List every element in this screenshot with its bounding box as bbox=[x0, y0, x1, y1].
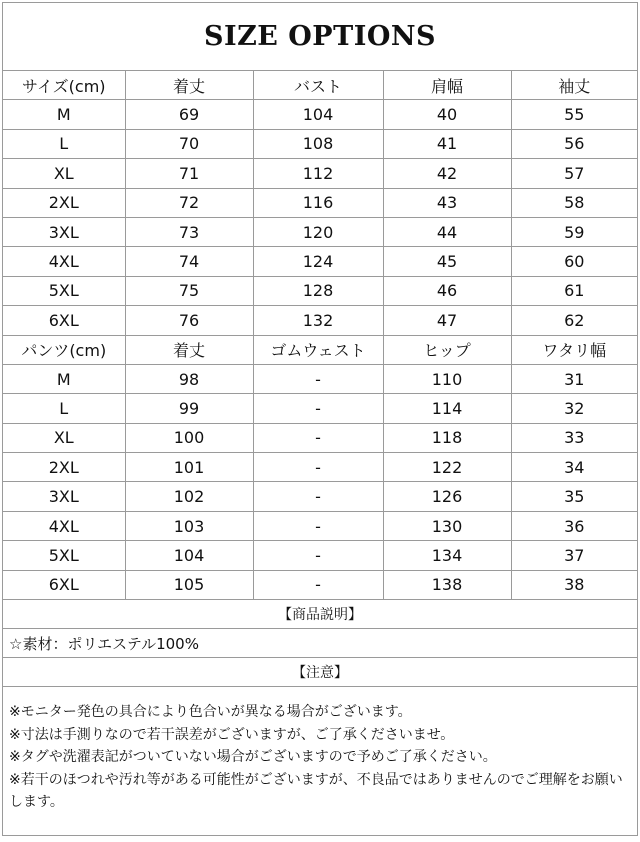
table-cell: 118 bbox=[383, 423, 511, 452]
table-cell: - bbox=[253, 541, 383, 570]
table-cell: 105 bbox=[125, 570, 253, 599]
table-cell: 44 bbox=[383, 217, 511, 246]
table-cell: - bbox=[253, 364, 383, 393]
table-cell: 112 bbox=[253, 159, 383, 188]
table-cell: 76 bbox=[125, 306, 253, 335]
notice-heading: 【注意】 bbox=[292, 665, 348, 682]
pants-header-cell: ヒップ bbox=[383, 335, 511, 364]
table-cell: 5XL bbox=[3, 541, 125, 570]
table-cell: - bbox=[253, 511, 383, 540]
table-cell: 37 bbox=[511, 541, 637, 570]
table-cell: 32 bbox=[511, 394, 637, 423]
table-row bbox=[3, 306, 637, 335]
table-cell: M bbox=[3, 100, 125, 129]
table-row bbox=[3, 188, 637, 217]
table-cell: 132 bbox=[253, 306, 383, 335]
table-cell: 74 bbox=[125, 247, 253, 276]
table-cell: 103 bbox=[125, 511, 253, 540]
notice-line: ※若干のほつれや汚れ等がある可能性がございますが、不良品ではありませんのでご理解をお願いします。 bbox=[9, 771, 623, 811]
table-row bbox=[3, 364, 637, 393]
table-row bbox=[3, 276, 637, 305]
table-cell: 102 bbox=[125, 482, 253, 511]
table-cell: XL bbox=[3, 423, 125, 452]
table-cell: 104 bbox=[125, 541, 253, 570]
pants-header-cell: ワタリ幅 bbox=[511, 335, 637, 364]
table-row bbox=[3, 482, 637, 511]
notice-notes bbox=[3, 687, 637, 814]
size-table bbox=[3, 71, 637, 600]
table-cell: 134 bbox=[383, 541, 511, 570]
table-cell: 35 bbox=[511, 482, 637, 511]
table-cell: - bbox=[253, 482, 383, 511]
table-cell: 114 bbox=[383, 394, 511, 423]
notice-line: ※寸法は手測りなので若干誤差がございますが、ご了承くださいませ。 bbox=[9, 726, 455, 743]
table-cell: 71 bbox=[125, 159, 253, 188]
table-cell: 61 bbox=[511, 276, 637, 305]
table-cell: 3XL bbox=[3, 482, 125, 511]
table-cell: 56 bbox=[511, 129, 637, 158]
tops-header-cell: 肩幅 bbox=[383, 71, 511, 100]
table-cell: 124 bbox=[253, 247, 383, 276]
tops-header-row bbox=[3, 71, 637, 100]
table-row bbox=[3, 511, 637, 540]
page-title: SIZE OPTIONS bbox=[203, 21, 437, 52]
table-cell: - bbox=[253, 423, 383, 452]
table-cell: 31 bbox=[511, 364, 637, 393]
table-cell: 47 bbox=[383, 306, 511, 335]
table-cell: 42 bbox=[383, 159, 511, 188]
tops-header-cell: バスト bbox=[253, 71, 383, 100]
table-cell: 38 bbox=[511, 570, 637, 599]
table-cell: 73 bbox=[125, 217, 253, 246]
table-cell: 60 bbox=[511, 247, 637, 276]
table-cell: 55 bbox=[511, 100, 637, 129]
table-cell: 34 bbox=[511, 453, 637, 482]
table-cell: 41 bbox=[383, 129, 511, 158]
table-cell: 101 bbox=[125, 453, 253, 482]
material-row bbox=[3, 629, 637, 658]
table-row bbox=[3, 100, 637, 129]
table-cell: 59 bbox=[511, 217, 637, 246]
table-row bbox=[3, 453, 637, 482]
size-sheet bbox=[2, 2, 638, 836]
table-cell: 122 bbox=[383, 453, 511, 482]
table-cell: 2XL bbox=[3, 453, 125, 482]
table-cell: 120 bbox=[253, 217, 383, 246]
table-cell: - bbox=[253, 394, 383, 423]
table-cell: 4XL bbox=[3, 511, 125, 540]
table-cell: 3XL bbox=[3, 217, 125, 246]
table-cell: 110 bbox=[383, 364, 511, 393]
table-cell: 58 bbox=[511, 188, 637, 217]
table-cell: M bbox=[3, 364, 125, 393]
table-cell: 40 bbox=[383, 100, 511, 129]
table-row bbox=[3, 423, 637, 452]
product-description-heading: 【商品説明】 bbox=[278, 607, 362, 624]
tops-header-cell: サイズ(cm) bbox=[3, 71, 125, 100]
table-cell: 130 bbox=[383, 511, 511, 540]
pants-header-cell: パンツ(cm) bbox=[3, 335, 125, 364]
table-cell: 70 bbox=[125, 129, 253, 158]
table-row bbox=[3, 541, 637, 570]
table-row bbox=[3, 247, 637, 276]
table-cell: 108 bbox=[253, 129, 383, 158]
table-cell: 4XL bbox=[3, 247, 125, 276]
table-cell: 72 bbox=[125, 188, 253, 217]
table-cell: L bbox=[3, 394, 125, 423]
notice-heading-row bbox=[3, 658, 637, 687]
table-cell: 36 bbox=[511, 511, 637, 540]
tops-header-cell: 着丈 bbox=[125, 71, 253, 100]
table-cell: 69 bbox=[125, 100, 253, 129]
table-cell: L bbox=[3, 129, 125, 158]
table-cell: 33 bbox=[511, 423, 637, 452]
table-cell: 6XL bbox=[3, 306, 125, 335]
table-row bbox=[3, 217, 637, 246]
notice-line: ※タグや洗濯表記がついていない場合がございますので予めご了承ください。 bbox=[9, 749, 497, 766]
table-cell: 75 bbox=[125, 276, 253, 305]
table-cell: 43 bbox=[383, 188, 511, 217]
table-cell: 126 bbox=[383, 482, 511, 511]
table-cell: 5XL bbox=[3, 276, 125, 305]
tops-header-cell: 袖丈 bbox=[511, 71, 637, 100]
table-row bbox=[3, 570, 637, 599]
size-table-body bbox=[3, 71, 637, 600]
title-row bbox=[3, 3, 637, 71]
table-cell: 46 bbox=[383, 276, 511, 305]
table-cell: XL bbox=[3, 159, 125, 188]
table-row bbox=[3, 129, 637, 158]
table-cell: 116 bbox=[253, 188, 383, 217]
table-cell: 6XL bbox=[3, 570, 125, 599]
table-cell: 98 bbox=[125, 364, 253, 393]
product-description-heading-row bbox=[3, 600, 637, 629]
table-cell: 104 bbox=[253, 100, 383, 129]
pants-header-row bbox=[3, 335, 637, 364]
table-cell: 128 bbox=[253, 276, 383, 305]
material-text: ☆素材：ポリエステル100% bbox=[9, 634, 199, 653]
table-row bbox=[3, 394, 637, 423]
table-cell: 2XL bbox=[3, 188, 125, 217]
table-cell: - bbox=[253, 453, 383, 482]
table-cell: 100 bbox=[125, 423, 253, 452]
table-cell: 99 bbox=[125, 394, 253, 423]
table-cell: 57 bbox=[511, 159, 637, 188]
table-row bbox=[3, 159, 637, 188]
table-cell: 62 bbox=[511, 306, 637, 335]
pants-header-cell: ゴムウェスト bbox=[253, 335, 383, 364]
table-cell: 138 bbox=[383, 570, 511, 599]
pants-header-cell: 着丈 bbox=[125, 335, 253, 364]
notice-line: ※モニター発色の具合により色合いが異なる場合がございます。 bbox=[9, 704, 412, 721]
table-cell: 45 bbox=[383, 247, 511, 276]
table-cell: - bbox=[253, 570, 383, 599]
